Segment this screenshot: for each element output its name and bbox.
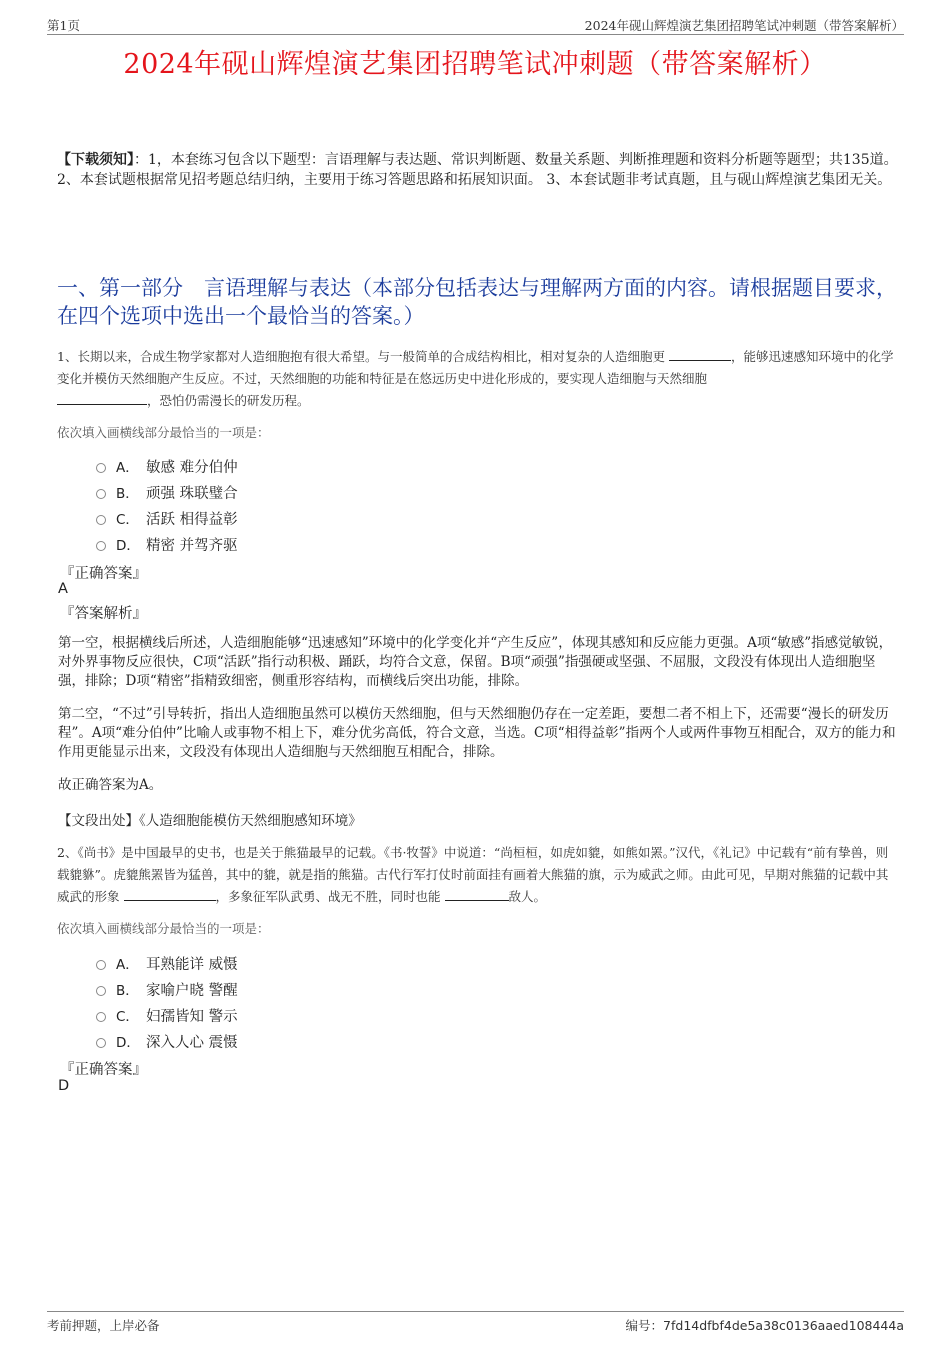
option-c[interactable]: C． 妇孺皆知 警示 [96,1002,238,1028]
download-notice [57,150,902,190]
option-a[interactable]: A． 敏感 难分伯仲 [96,453,238,479]
option-d[interactable]: D． 精密 并驾齐驱 [96,531,238,557]
option-b[interactable]: B． 顽强 珠联璧合 [96,479,238,505]
answer-blank [57,392,147,405]
notice-text: ：1，本套练习包含以下题型：言语理解与表达题、常识判断题、数量关系题、判断推理题和资料分析题等题型；共135道。 2、本套试题根据常见招考题总结归纳，主要用于练习答题思路和拓展知识面。 3、本套试题非考试真题，且与砚山辉煌演艺集团无关。 [57,152,898,188]
footer-slogan: 考前押题，上岸必备 [47,1318,160,1333]
document-code: 编号：7fd14dfbf4de5a38c0136aaed108444a [625,1318,904,1333]
page-header [47,16,904,35]
option-d[interactable]: D． 深入人心 震慑 [96,1028,238,1054]
question-2-stem: 2、《尚书》是中国最早的史书，也是关于熊猫最早的记载。《书·牧誓》中说道：“尚桓桓，如虎如貔，如熊如罴。”汉代，《礼记》中记载有“前有挚兽，则载貔貅”。虎貔熊罴皆为猛兽，其中的貔，就是指的熊猫。古代行军打仗时前面挂有画着大熊猫的旗，示为威武之师。由此可见，早期对熊猫的记载中其威武的形象 ，多象征军队武勇、战无不胜，同时也能 敌人。 [57,845,889,904]
question-2-options [96,950,238,1054]
question-1-prompt: 依次填入画横线部分最恰当的一项是： [57,425,270,440]
document-title: 2024年砚山辉煌演艺集团招聘笔试冲刺题（带答案解析） [123,49,827,80]
passage-source: 【文段出处】《人造细胞能模仿天然细胞感知环境》 [58,813,362,829]
correct-answer: A [58,581,68,597]
answer-blank [669,348,731,361]
header-doc-title: 2024年砚山辉煌演艺集团招聘笔试冲刺题（带答案解析） [584,18,904,33]
option-b[interactable]: B． 家喻户晓 警醒 [96,976,238,1002]
correct-answer: D [58,1078,70,1094]
question-1-stem: 1、长期以来，合成生物学家都对人造细胞抱有很大希望。与一般简单的合成结构相比，相对复杂的人造细胞更 ，能够迅速感知环境中的化学变化并模仿天然细胞产生反应。不过，天然细胞的功能和特征是在悠远历史中进化形成的，要实现人造细胞与天然细胞 ，恐怕仍需漫长的研发历程。 [57,349,894,408]
radio-icon[interactable] [96,960,106,970]
page-number: 第1页 [47,18,80,33]
radio-icon[interactable] [96,489,106,499]
question-1-options [96,453,238,557]
answer-blank [445,888,509,901]
notice-label: 【下载须知】 [57,152,134,168]
radio-icon[interactable] [96,541,106,551]
radio-icon[interactable] [96,986,106,996]
option-a[interactable]: A． 耳熟能详 威慑 [96,950,238,976]
option-c[interactable]: C． 活跃 相得益彰 [96,505,238,531]
analysis-paragraph-2: 第二空，“不过”引导转折，指出人造细胞虽然可以模仿天然细胞，但与天然细胞仍存在一定差距，要想二者不相上下，还需要“漫长的研发历程”。A项“难分伯仲”比喻人或事物不相上下，难分优劣高低，符合文意，当选。C项“相得益彰”指两个人或两件事物互相配合，双方的能力和作用更能显示出来，文段没有体现出人造细胞与天然细胞互相配合，排除。 [58,706,896,760]
section-heading: 一、第一部分 言语理解与表达（本部分包括表达与理解两方面的内容。请根据题目要求，在四个选项中选出一个最恰当的答案。） [57,276,897,328]
radio-icon[interactable] [96,1038,106,1048]
answer-blank [124,888,216,901]
radio-icon[interactable] [96,515,106,525]
radio-icon[interactable] [96,1012,106,1022]
correct-answer-label: 『正确答案』 [60,1062,147,1078]
correct-answer-label: 『正确答案』 [60,566,147,582]
page-footer [47,1311,904,1334]
analysis-conclusion: 故正确答案为A。 [58,777,163,793]
question-2-prompt: 依次填入画横线部分最恰当的一项是： [57,921,270,936]
analysis-paragraph-1: 第一空，根据横线后所述，人造细胞能够“迅速感知”环境中的化学变化并“产生反应”，体现其感知和反应能力更强。A项“敏感”指感觉敏锐，对外界事物反应很快，C项“活跃”指行动积极、踊跃，均符合文意，保留。B项“顽强”指强硬或坚强、不屈服，文段没有体现出人造细胞坚强，排除；D项“精密”指精致细密，侧重形容结构，而横线后突出功能，排除。 [58,635,893,689]
radio-icon[interactable] [96,463,106,473]
analysis-label: 『答案解析』 [60,606,147,622]
